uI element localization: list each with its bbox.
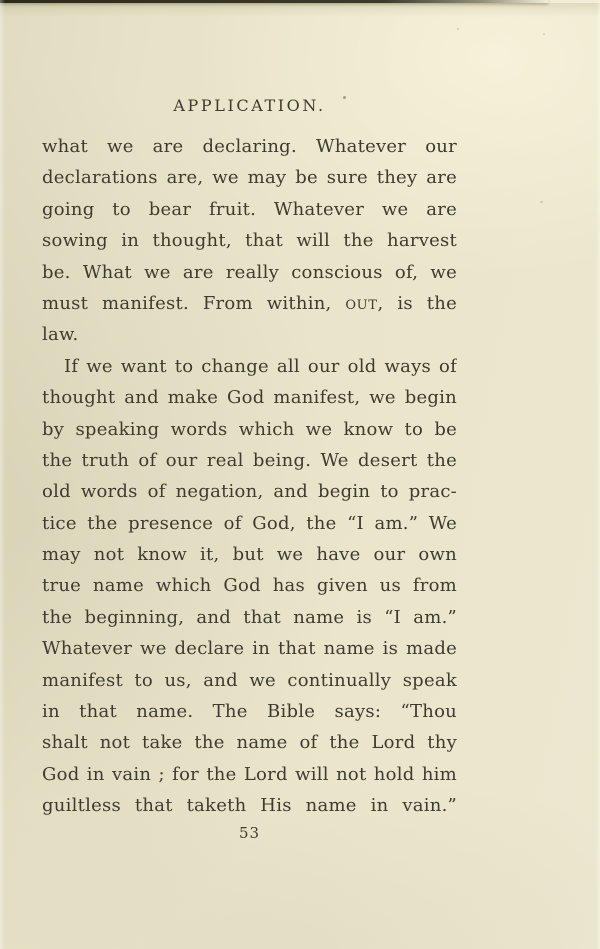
text-line: If we want to change all our old ways of bbox=[64, 355, 457, 377]
page-right-edge-highlight bbox=[596, 0, 600, 949]
text-line: going to bear fruit. Whatever we are bbox=[42, 198, 457, 220]
paper-speck bbox=[457, 28, 459, 30]
text-line: shalt not take the name of the Lord thy bbox=[42, 732, 457, 754]
text-line: declarations are, we may be sure they are bbox=[42, 167, 457, 189]
text-segment: , is the bbox=[377, 292, 457, 314]
text-line: tice the presence of God, the “I am.” We bbox=[42, 512, 457, 534]
page-left-edge-highlight bbox=[0, 0, 5, 949]
text-line: be. What we are really conscious of, we bbox=[42, 261, 457, 283]
text-line: law. bbox=[42, 324, 79, 346]
running-head: APPLICATION. bbox=[173, 96, 326, 115]
body-text bbox=[42, 131, 457, 822]
paper-speck bbox=[543, 33, 545, 35]
text-line: Whatever we declare in that name is made bbox=[42, 638, 457, 660]
text-line: guiltless that taketh His name in vain.” bbox=[42, 795, 457, 817]
text-line: God in vain ; for the Lord will not hold him bbox=[42, 763, 457, 785]
text-line: thought and make God manifest, we begin bbox=[42, 387, 457, 409]
paper-speck bbox=[540, 201, 543, 203]
text-line bbox=[42, 288, 457, 319]
text-line: by speaking words which we know to be bbox=[42, 418, 457, 440]
text-line: the beginning, and that name is “I am.” bbox=[42, 606, 457, 628]
text-line: what we are declaring. Whatever our bbox=[42, 136, 457, 157]
small-caps-word: out bbox=[345, 292, 378, 314]
text-line: may not know it, but we have our own bbox=[42, 544, 457, 566]
text-line: the truth of our real being. We desert the bbox=[42, 449, 457, 471]
page-top-haze bbox=[0, 3, 600, 17]
text-line: old words of negation, and begin to prac- bbox=[42, 481, 457, 503]
text-line: sowing in thought, that will the harvest bbox=[42, 230, 457, 252]
text-line: in that name. The Bible says: “Thou bbox=[42, 701, 457, 723]
page-number: 53 bbox=[238, 824, 261, 842]
text-line: manifest to us, and we continually speak bbox=[42, 669, 457, 691]
text-segment: must manifest. From within, bbox=[42, 292, 346, 314]
text-line: true name which God has given us from bbox=[42, 575, 457, 597]
